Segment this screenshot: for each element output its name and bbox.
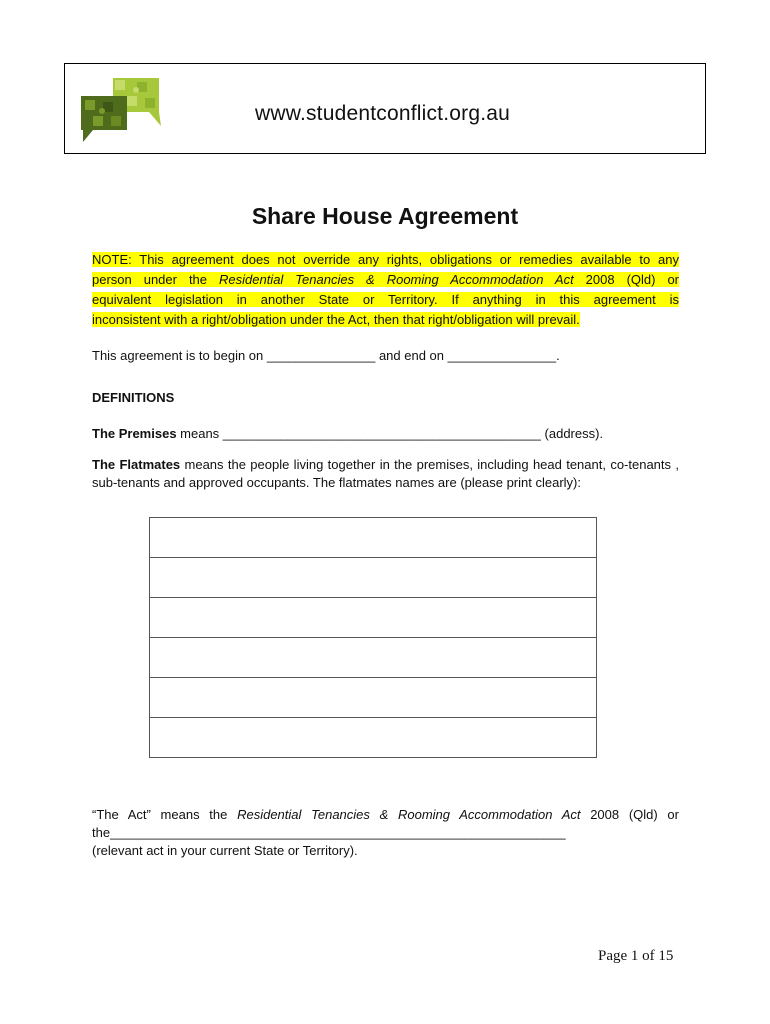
note-line-1: NOTE: This agreement does not override any rights, obligations or remedies available to any bbox=[92, 252, 679, 267]
end-date-blank[interactable]: _______________ bbox=[447, 348, 557, 363]
relevant-act-blank[interactable]: _______________________________________________________________ bbox=[110, 825, 566, 840]
flatmates-term: The Flatmates bbox=[92, 457, 181, 472]
act-name-italic: Residential Tenancies & Rooming Accommodation Act bbox=[219, 272, 574, 287]
act-name-italic: Residential Tenancies & Rooming Accommodation Act bbox=[237, 807, 581, 822]
flatmate-name-cell[interactable] bbox=[150, 638, 597, 678]
premises-text: means bbox=[176, 426, 223, 441]
address-blank[interactable]: ____________________________________________ bbox=[222, 426, 541, 441]
period: . bbox=[556, 348, 560, 363]
flatmate-name-cell[interactable] bbox=[150, 718, 597, 758]
flatmate-name-cell[interactable] bbox=[150, 558, 597, 598]
premises-definition bbox=[92, 424, 679, 444]
note-line-3: equivalent legislation in another State or Territory. If anything in this agreement is bbox=[92, 292, 679, 307]
puzzle-speech-bubbles-logo-icon bbox=[79, 74, 165, 144]
page-number: Page 1 of 15 bbox=[598, 948, 674, 964]
table-row bbox=[150, 718, 597, 758]
flatmate-name-cell[interactable] bbox=[150, 598, 597, 638]
act-note: (relevant act in your current State or Territory). bbox=[92, 843, 358, 858]
begin-label: This agreement is to begin on bbox=[92, 348, 267, 363]
note-line-2-text: person under the bbox=[92, 272, 219, 287]
note-line-2 bbox=[92, 272, 679, 287]
flatmates-definition bbox=[92, 456, 679, 492]
document-title: Share House Agreement bbox=[251, 203, 519, 229]
act-text: “The Act” means the bbox=[92, 807, 238, 822]
table-row bbox=[150, 558, 597, 598]
act-suffix: 2008 (Qld) or bbox=[580, 807, 679, 822]
site-url: www.studentconflict.org.au bbox=[255, 102, 510, 125]
note-line-4: inconsistent with a right/obligation under the Act, then that right/obligation will prevail. bbox=[92, 312, 580, 327]
begin-date-blank[interactable]: _______________ bbox=[266, 348, 376, 363]
address-suffix: (address). bbox=[540, 426, 604, 441]
table-row bbox=[150, 598, 597, 638]
flatmates-text: means the people living together in the premises, including head tenant, co-tenants , sub-tenants and approved occupants. The flatmates names are (please print clearly): bbox=[92, 457, 679, 490]
note-line-2-suffix: 2008 (Qld) or bbox=[573, 272, 679, 287]
note-paragraph bbox=[92, 250, 679, 330]
flatmate-name-cell[interactable] bbox=[150, 678, 597, 718]
premises-term: The Premises bbox=[92, 426, 177, 441]
table-row bbox=[150, 638, 597, 678]
act-line-1 bbox=[92, 806, 679, 824]
table-row bbox=[150, 678, 597, 718]
act-definition bbox=[92, 806, 679, 860]
table-row bbox=[150, 518, 597, 558]
flatmate-name-cell[interactable] bbox=[150, 518, 597, 558]
end-label: and end on bbox=[375, 348, 448, 363]
agreement-dates-line bbox=[92, 346, 679, 366]
act-the: the bbox=[92, 825, 111, 840]
definitions-heading: DEFINITIONS bbox=[92, 390, 175, 405]
flatmate-names-table bbox=[149, 517, 597, 758]
header-box bbox=[64, 63, 706, 154]
